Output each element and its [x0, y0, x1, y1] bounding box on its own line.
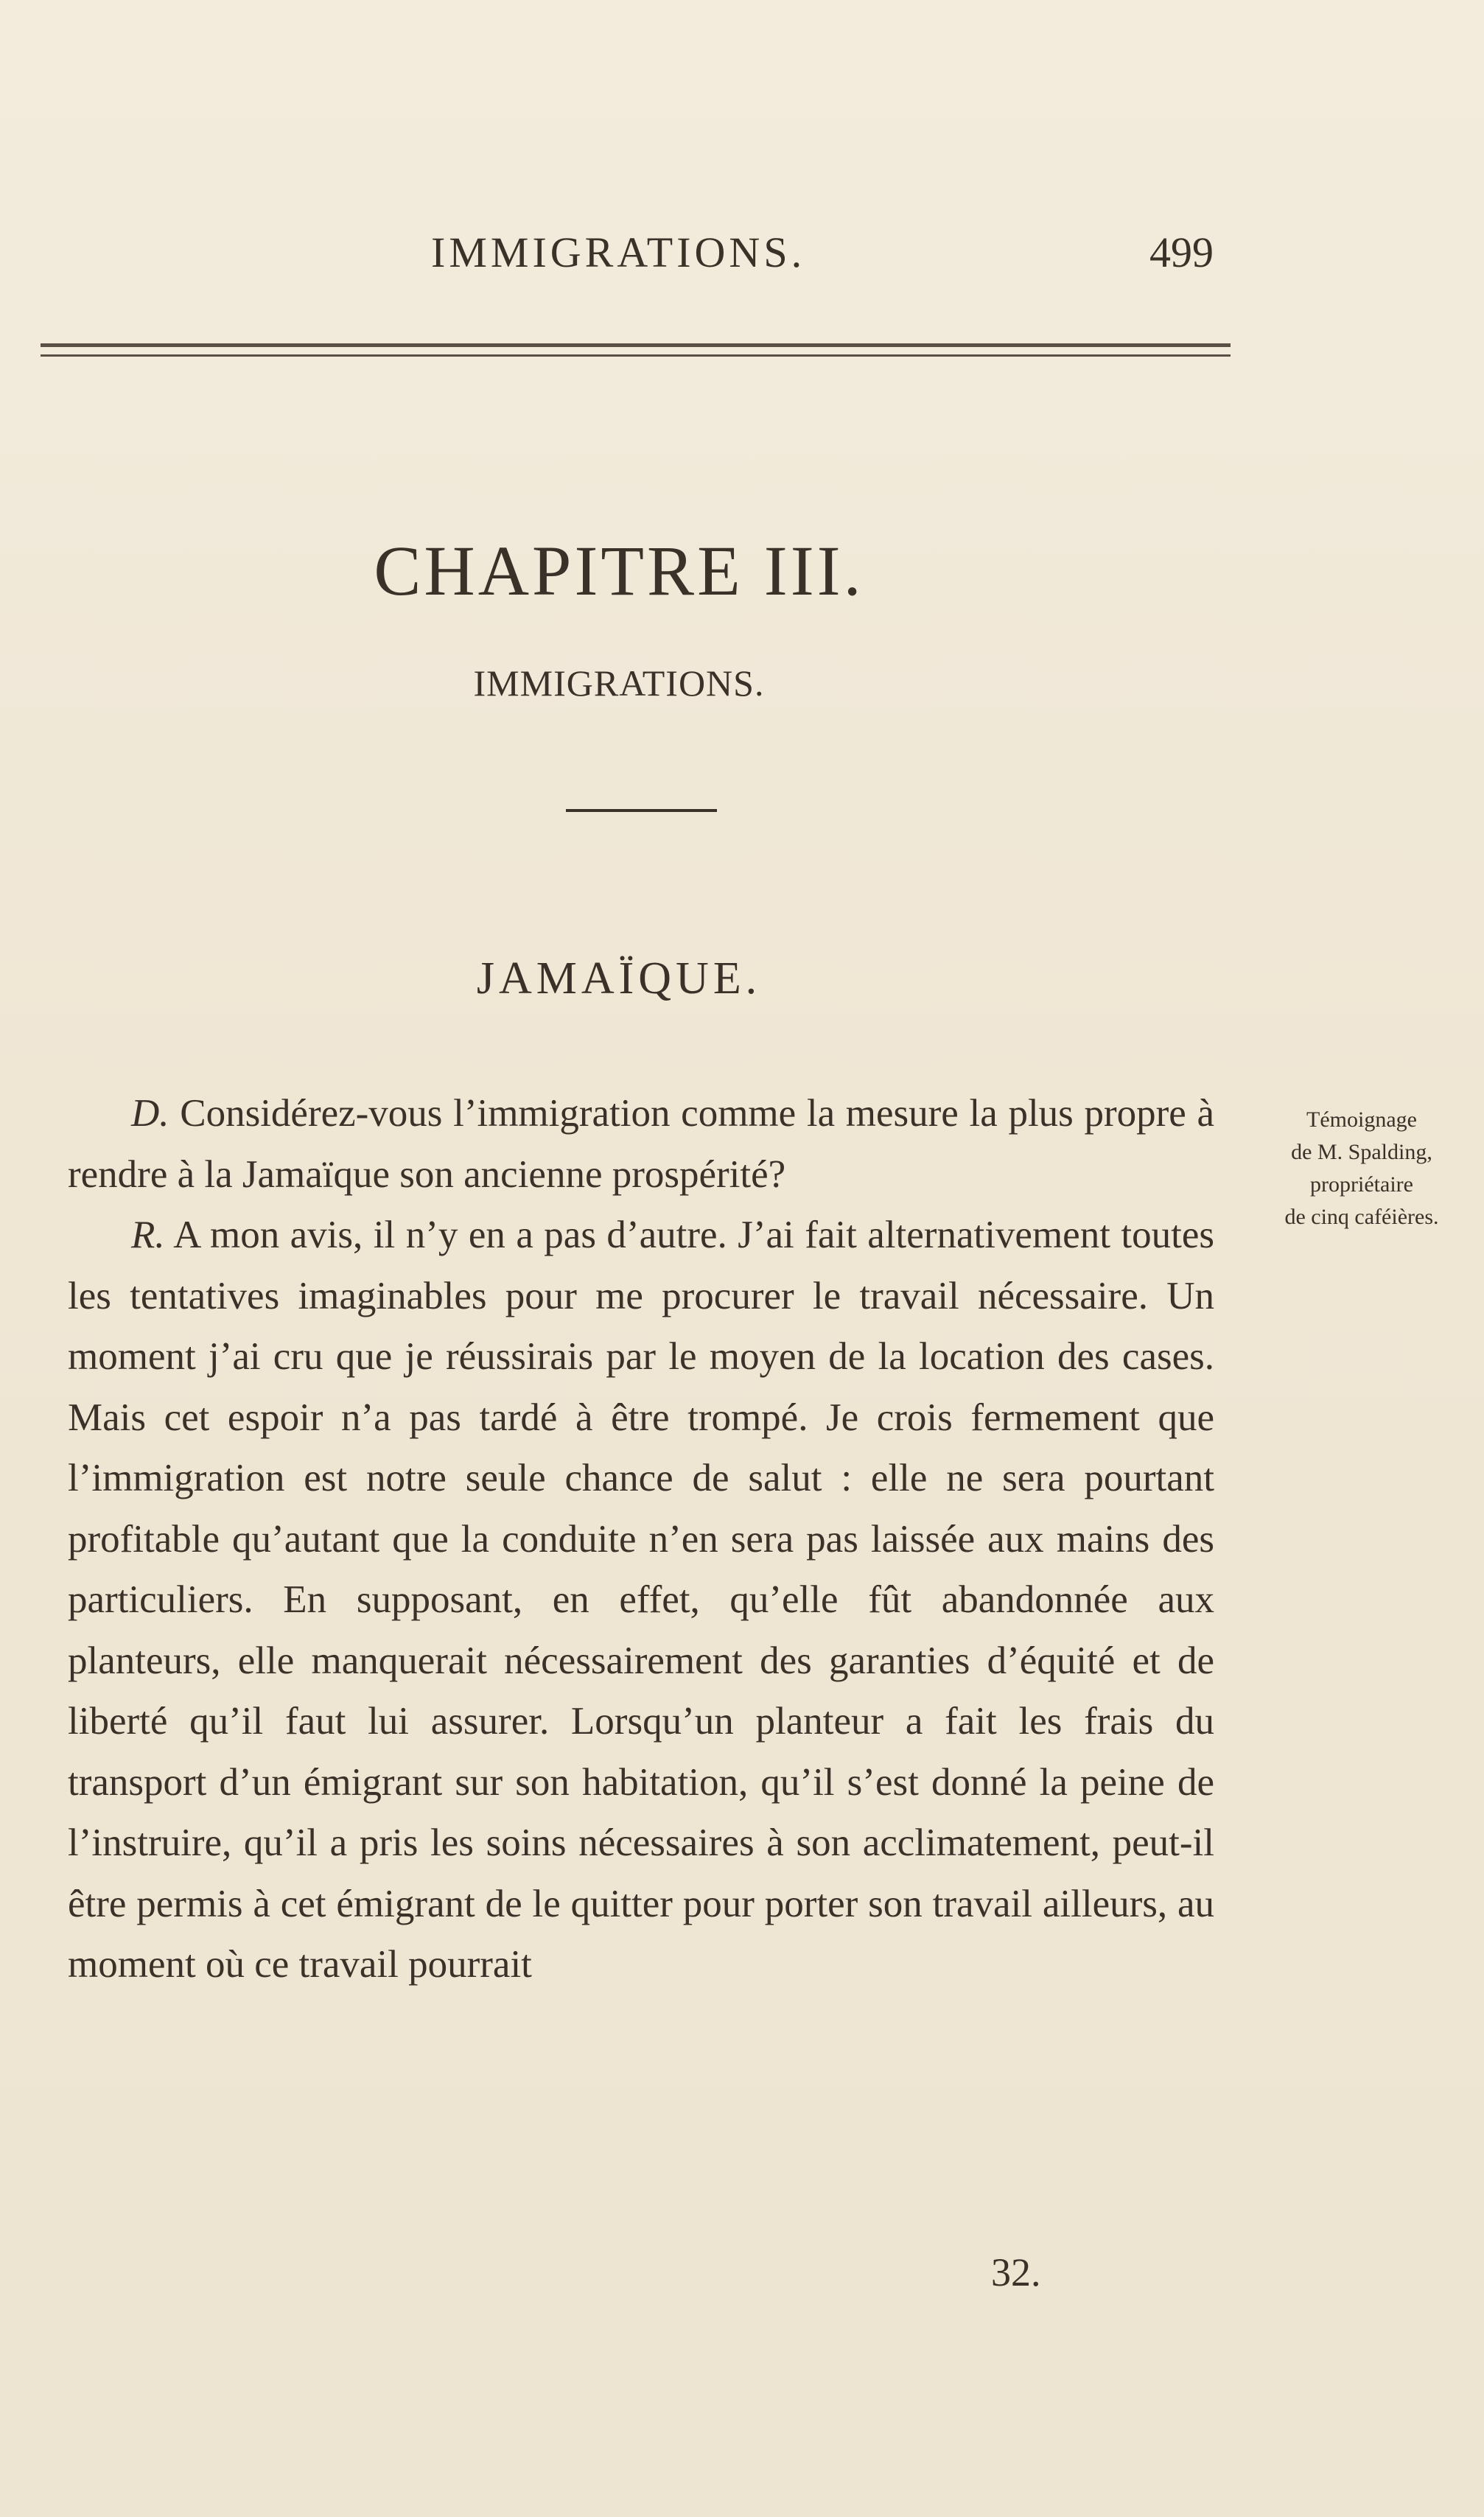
margin-note [1251, 1104, 1472, 1233]
page-number: 499 [1149, 228, 1214, 276]
section-title: JAMAÏQUE. [476, 953, 762, 1004]
chapter-subtitle: IMMIGRATIONS. [473, 662, 765, 704]
answer-label: R. [131, 1214, 165, 1256]
answer-text: A mon avis, il n’y en a pas d’autre. J’ai fait alternativement toutes les tentatives imaginables pour me procurer le travail nécessaire. Un moment j’ai cru que je réussirais par le moyen de la location des cases. Mais cet espoir n’a pas tardé à être trompé. Je crois fermement que l’immigration est notre seule chance de salut : elle ne sera pourtant profitable qu’autant que la conduite n’en sera pas laissée aux mains des particuliers. En supposant, en effet, qu’elle fût abandonnée aux planteurs, elle manquerait nécessairement des garanties d’équité et de liberté qu’il faut lui assurer. Lorsqu’un planteur a fait les frais du transport d’un émigrant sur son habitation, qu’il s’est donné la peine de l’instruire, qu’il a pris les soins nécessaires à son acclimatement, peut-il être permis à cet émigrant de le quitter pour porter son travail ailleurs, au moment où ce travail pourrait [68, 1214, 1214, 1986]
body-text [68, 1083, 1214, 1995]
chapter-title: CHAPITRE III. [374, 531, 864, 610]
margin-note-line: Témoignage [1306, 1107, 1417, 1132]
margin-note-line: de cinq caféières. [1284, 1205, 1439, 1229]
running-head [0, 220, 1484, 286]
running-title: IMMIGRATIONS. [431, 228, 806, 276]
margin-note-line: de M. Spalding, [1291, 1140, 1432, 1164]
signature-mark: 32. [991, 2250, 1041, 2294]
header-double-rule [41, 343, 1231, 357]
question-paragraph [68, 1083, 1214, 1205]
question-label: D. [131, 1092, 169, 1135]
answer-paragraph [68, 1205, 1214, 1995]
margin-note-line: propriétaire [1310, 1172, 1413, 1197]
chapter-divider-rule [566, 809, 717, 812]
question-text: Considérez-vous l’immigration comme la mesure la plus propre à rendre à la Jamaïque son ancienne prospérité? [68, 1092, 1215, 1196]
